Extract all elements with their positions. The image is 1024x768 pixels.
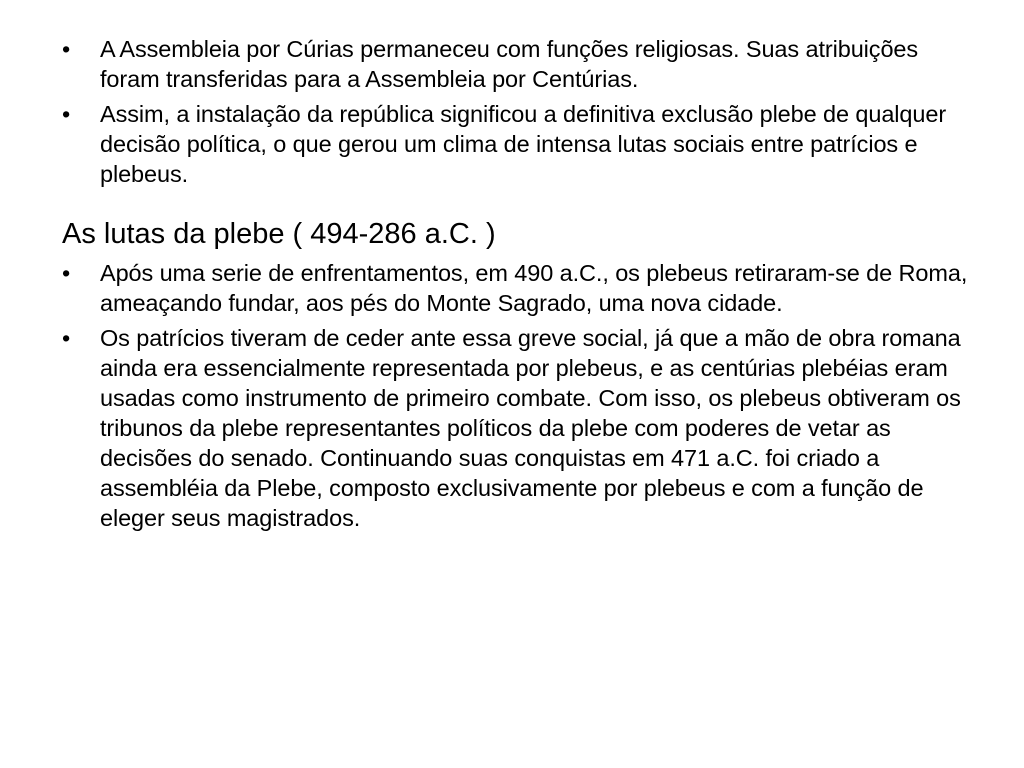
list-item-text: A Assembleia por Cúrias permaneceu com funções religiosas. Suas atribuições foram transferidas para a Assembleia por Centúrias.: [100, 36, 919, 92]
list-item-text: Assim, a instalação da república significou a definitiva exclusão plebe de qualquer decisão política, o que gerou um clima de intensa lutas sociais entre patrícios e plebeus.: [100, 101, 947, 187]
bullet-icon: •: [62, 260, 71, 286]
slide-text-body: [62, 34, 982, 538]
list-item: [62, 323, 982, 533]
bullet-list-2: [62, 258, 982, 533]
list-item: [62, 99, 982, 189]
bullet-list-1: [62, 34, 982, 189]
bullet-icon: •: [62, 36, 71, 62]
list-item: [62, 258, 982, 318]
list-item: [62, 34, 982, 94]
bullet-icon: •: [62, 101, 71, 127]
bullet-icon: •: [62, 325, 71, 351]
list-item-text: Após uma serie de enfrentamentos, em 490 a.C., os plebeus retiraram-se de Roma, ameaçando fundar, aos pés do Monte Sagrado, uma nova cidade.: [100, 260, 968, 316]
section-heading: As lutas da plebe ( 494-286 a.C. ): [62, 218, 496, 250]
list-item-text: Os patrícios tiveram de ceder ante essa greve social, já que a mão de obra romana ainda era essencialmente representada por plebeus, e as centúrias plebéias eram usadas como instrumento de primeiro combate. Com isso, os plebeus obtiveram os tribunos da plebe representantes políticos da plebe com poderes de vetar as decisões do senado. Continuando suas conquistas em 471 a.C. foi criado a assembléia da Plebe, composto exclusivamente por plebeus e com a função de eleger seus magistrados.: [100, 325, 961, 531]
